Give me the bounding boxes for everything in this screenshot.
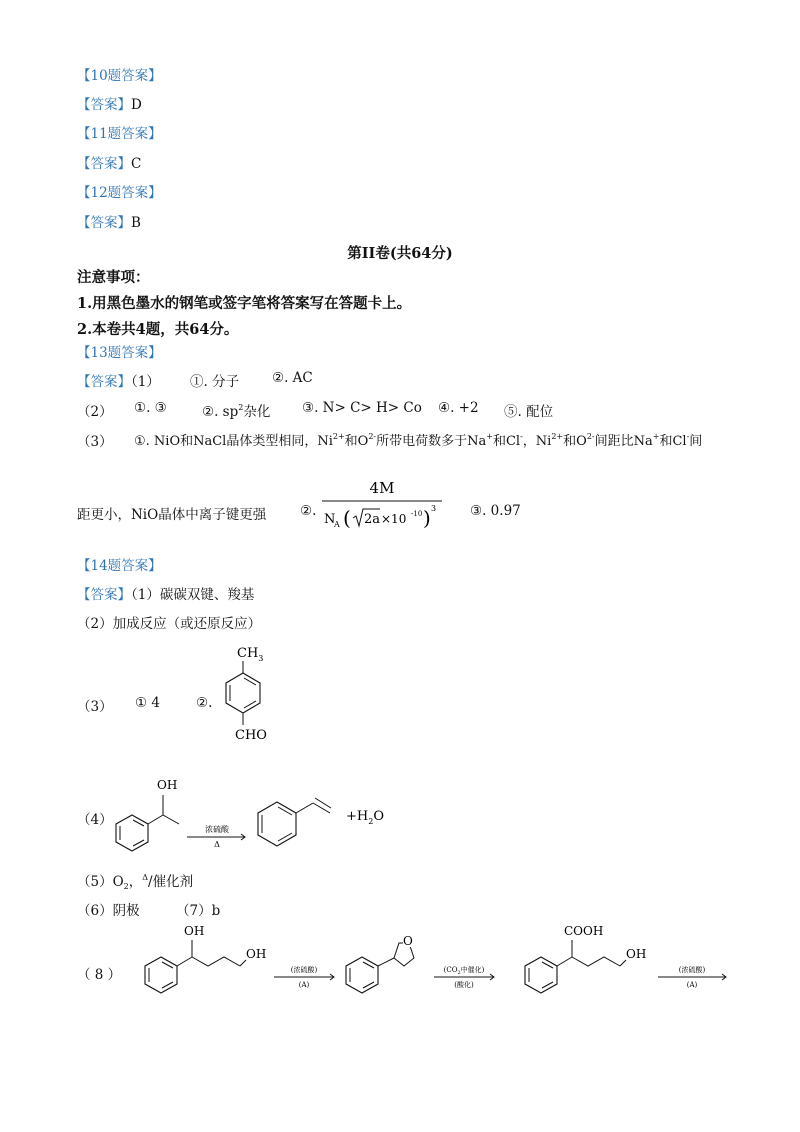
- q14-p3-a2: ②.: [196, 695, 213, 711]
- bond: [313, 803, 330, 813]
- bond: [378, 958, 394, 966]
- bond: [163, 815, 179, 824]
- arrow1-top: (浓硫酸): [290, 966, 318, 974]
- charge: 2-: [368, 432, 377, 441]
- condition-top: 浓硫酸: [205, 825, 229, 834]
- double-bond: [278, 833, 292, 841]
- answer-value: D: [131, 97, 142, 113]
- q14-part7: （7）b: [176, 903, 221, 919]
- sp-superscript: 2: [238, 403, 244, 412]
- cho-label: CHO: [235, 728, 267, 743]
- arrow2-bottom: (酸化): [454, 981, 474, 989]
- text: ，: [128, 874, 143, 890]
- charge: 2+: [332, 432, 345, 441]
- q13-p3-line: [134, 430, 702, 449]
- formula-na: N: [324, 512, 336, 527]
- answer-label: 【答案】: [77, 587, 131, 603]
- sp-text: ②. sp: [202, 404, 239, 420]
- arrow2-top: ($CO_2$中催化): [443, 966, 485, 976]
- charge: 2-: [586, 432, 595, 441]
- q13-p2-a2: [202, 400, 270, 420]
- double-bond: [278, 807, 292, 815]
- q14-part1: [77, 583, 254, 603]
- q10-answer: [77, 93, 142, 113]
- delta: Δ: [142, 873, 149, 882]
- answer-label: 【答案】: [77, 215, 131, 231]
- density-formula: [320, 474, 445, 536]
- q13-p2-a5: ⑤. 配位: [504, 404, 554, 420]
- text: /催化剂: [148, 874, 194, 890]
- q14-p3-a1: ① 4: [135, 695, 160, 711]
- q13-p3-num: （3）: [77, 434, 113, 450]
- benzene-ring: [258, 802, 296, 846]
- q14-part5: [77, 870, 193, 891]
- q14-p8-num: （ 8 ）: [77, 967, 122, 983]
- q14-p3-num: （3）: [77, 699, 113, 715]
- charge: +: [486, 432, 493, 441]
- arrow3-top: (浓硫酸): [678, 966, 706, 974]
- section-title: 第II卷(共64分): [347, 245, 453, 262]
- formula-exp: -10: [411, 510, 423, 518]
- arrow3-bottom: (A): [686, 981, 698, 989]
- formula-times: ×10: [381, 512, 407, 526]
- q13-p2-num: （2）: [77, 404, 113, 420]
- text: ，Ni: [522, 434, 552, 449]
- carbon-chain: [192, 957, 240, 966]
- oh-label: OH: [157, 778, 178, 792]
- paren-left: (: [343, 506, 351, 530]
- charge: -: [520, 432, 523, 441]
- q14-p4-num: （4）: [77, 812, 113, 828]
- charge: +: [652, 432, 660, 441]
- answer-value: C: [131, 156, 142, 172]
- formula-na-sub: A: [334, 520, 340, 529]
- oh-label: OH: [184, 924, 205, 938]
- dehydration-reaction: [105, 765, 405, 860]
- benzene-ring: [226, 673, 260, 713]
- text: 和O: [344, 434, 369, 449]
- text: 间距比Na: [594, 434, 653, 449]
- part-text: （1）碳碳双键、羧基: [131, 587, 255, 603]
- synthesis-route: [128, 918, 730, 998]
- q14-header: 【14题答案】: [77, 558, 162, 574]
- answer-label: 【答案】: [77, 97, 131, 113]
- q11-header: 【11题答案】: [77, 126, 162, 142]
- oh-label: OH: [246, 947, 267, 961]
- bond: [557, 957, 572, 966]
- q13-p2-a3: ③. N> C> H> Co: [302, 400, 422, 416]
- text: 间: [689, 434, 703, 449]
- subscript: 2: [123, 882, 129, 891]
- text: ①. NiO和NaCl晶体类型相同，Ni: [134, 434, 333, 449]
- q13-p3-a3: ③. 0.97: [470, 503, 521, 519]
- q13-part1: [77, 370, 160, 390]
- benzene-ring: [346, 957, 378, 993]
- condition-bottom: Δ: [214, 840, 220, 849]
- part-number: （1）: [131, 374, 160, 390]
- cooh-label: COOH: [564, 924, 604, 938]
- bond: [148, 815, 163, 824]
- q13-header: 【13题答案】: [77, 345, 162, 361]
- q13-p2-a1: ①. ③: [134, 400, 167, 416]
- q13-p3-a2-label: ②.: [300, 503, 317, 519]
- q14-part2: （2）加成反应（或还原反应）: [77, 616, 262, 632]
- formula-cube: 3: [431, 504, 437, 513]
- benzene-ring: [116, 815, 148, 851]
- notice-title: 注意事项：: [77, 269, 150, 286]
- text: （5）O: [77, 874, 124, 890]
- hybrid-text: 杂化: [243, 404, 271, 420]
- oh-label: OH: [626, 947, 647, 961]
- q10-header: 【10题答案】: [77, 68, 162, 84]
- formula-numerator: 4M: [369, 479, 395, 497]
- formula-2a: 2a: [364, 512, 381, 527]
- water-label: $+H_2O$: [346, 809, 384, 826]
- q13-p3-cont: 距更小，NiO晶体中离子键更强: [77, 507, 267, 523]
- charge: 2+: [551, 432, 564, 441]
- q12-header: 【12题答案】: [77, 185, 162, 201]
- charge: -: [686, 432, 690, 441]
- ring-oxygen: O: [403, 934, 413, 948]
- benzene-ring: [145, 957, 177, 993]
- q13-p1-a2: ②. AC: [272, 370, 313, 386]
- q12-answer: [77, 211, 141, 231]
- answer-value: B: [131, 215, 141, 231]
- notice-line-1: 1.用黑色墨水的钢笔或签字笔将答案写在答题卡上。: [77, 295, 412, 312]
- notice-line-2: 2.本卷共4题，共64分。: [77, 321, 239, 338]
- ch3-label: $CH_3$: [237, 646, 264, 663]
- answer-label: 【答案】: [77, 156, 131, 172]
- p-tolualdehyde-structure: [215, 640, 285, 750]
- text: 和O: [563, 434, 587, 449]
- answer-label: 【答案】: [77, 374, 131, 390]
- arrow1-bottom: (A): [298, 981, 310, 989]
- double-bond: [315, 798, 331, 808]
- q13-p2-a4: ④. +2: [438, 400, 479, 416]
- text: 和Cl: [659, 434, 687, 449]
- paren-right: ): [423, 506, 431, 530]
- text: 所带电荷数多于Na: [376, 434, 487, 449]
- text: 和Cl: [492, 434, 521, 449]
- bond: [177, 957, 192, 966]
- bond: [296, 803, 313, 813]
- benzene-ring: [525, 957, 557, 993]
- q11-answer: [77, 152, 141, 172]
- q13-p1-a1: ①. 分子: [190, 374, 240, 390]
- carbon-chain: [572, 957, 620, 966]
- q14-part6: （6）阴极: [77, 903, 140, 919]
